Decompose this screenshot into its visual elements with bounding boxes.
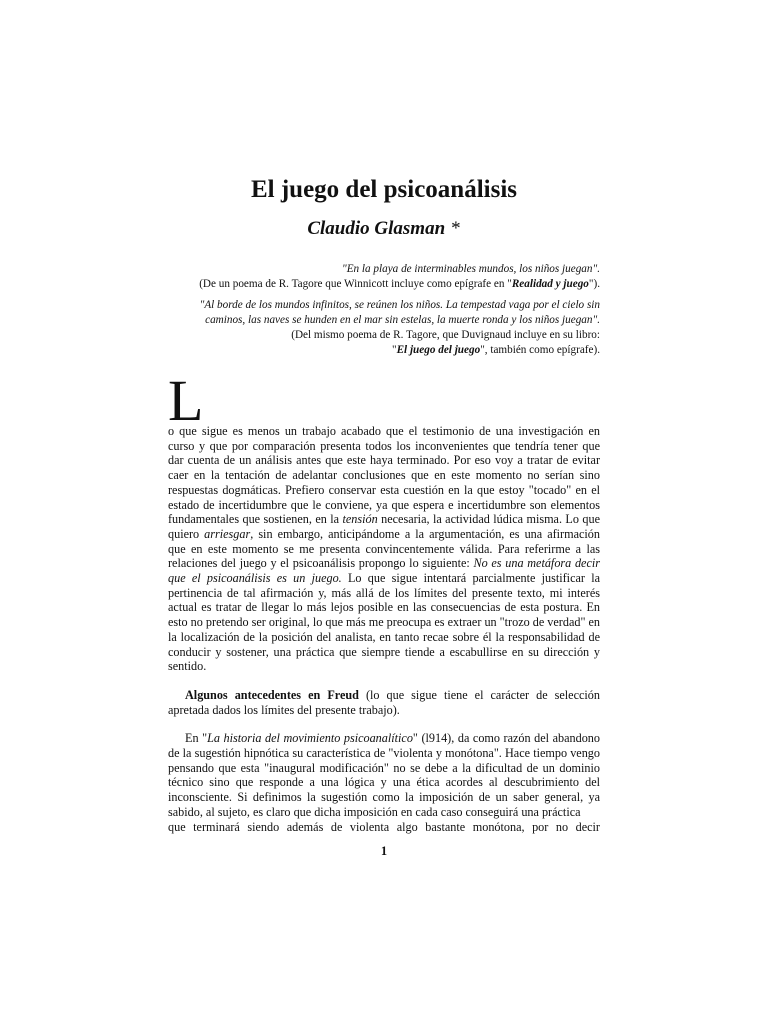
paragraph-antecedentes: Algunos antecedentes en Freud (lo que sigue tiene el carácter de selección apretada dados los límites del presente trabajo). — [168, 687, 600, 717]
drop-cap: L — [168, 368, 204, 433]
author-footnote-mark: * — [451, 218, 461, 239]
epigraph-2-quote-line2: caminos, las naves se hunden en el mar sin estelas, la muerte ronda y los niños juegan". — [205, 314, 600, 326]
epigraph-1-quote: "En la playa de interminables mundos, los niños juegan". — [342, 263, 600, 275]
epigraph-2-source-line2: "El juego del juego", también como epígrafe). — [392, 344, 600, 356]
epigraph-2-quote-line1: "Al borde de los mundos infinitos, se reúnen los niños. La tempestad vaga por el cielo sin — [199, 299, 600, 311]
page-number: 1 — [380, 844, 388, 858]
body-text — [168, 424, 600, 834]
paragraph-continuation: que terminará siendo además de violenta algo bastante monótona, por no decir — [168, 819, 600, 834]
paragraph-historia: En "La historia del movimiento psicoanalítico" (l914), da como razón del abandono de la sugestión hipnótica su característica de "violenta y monótona". Hace tiempo vengo pensando que esta "inaugural modificación" no se debe a la dificultad de un dominio técnico sino que responde a una lógica y una ética acordes al descubrimiento del inconsciente. Si definimos la sugestión como la imposición de un saber general, ya sabido, al sujeto, es claro que dicha imposición en cada caso conseguirá una práctica — [168, 731, 600, 819]
epigraph-1-source: (De un poema de R. Tagore que Winnicott incluye como epígrafe en "Realidad y juego"). — [199, 278, 600, 290]
author-line — [168, 216, 600, 242]
author-name: Claudio Glasman — [307, 218, 446, 239]
epigraphs — [168, 262, 600, 358]
document-title: El juego del psicoanálisis — [250, 176, 517, 203]
paragraph-intro: o que sigue es menos un trabajo acabado que el testimonio de una investigación en curso y que por comparación presenta todos los inconvenientes que tendría tener que dar cuenta de un análisis antes que este haya terminado. Por eso voy a tratar de evitar caer en la tentación de adelantar conclusiones que en este momento no serían sino respuestas dogmáticas. Prefiero conservar esta cuestión en la que estoy "tocado" en el estado de incertidumbre que le conviene, ya que espera e incertidumbre son elementos fundamentales que sostienen, en la tensión necesaria, la actividad lúdica misma. Lo que quiero arriesgar, sin embargo, anticipándome a la argumentación, es una afirmación que en este momento se me presenta convincentemente válida. Para referirme a las relaciones del juego y el psicoanálisis propongo lo siguiente: No es una metáfora decir que el psicoanálisis es un juego. Lo que sigue intentará parcialmente justificar la pertinencia de tal afirmación y, más allá de los límites del presente texto, mi interés actual es tratar de llegar lo más lejos posible en las consecuencias de esta postura. En esto no pretendo ser original, lo que más me preocupa es extraer un "trozo de verdad" en la localización de la posición del analista, en tanto recae sobre él la responsabilidad de conducir y sostener, una práctica que siempre tiende a escabullirse en su dirección y sentido. — [168, 424, 600, 674]
epigraph-2-source-line1: (Del mismo poema de R. Tagore, que Duvignaud incluye en su libro: — [291, 329, 600, 341]
section-heading: Algunos antecedentes en Freud — [185, 687, 359, 702]
